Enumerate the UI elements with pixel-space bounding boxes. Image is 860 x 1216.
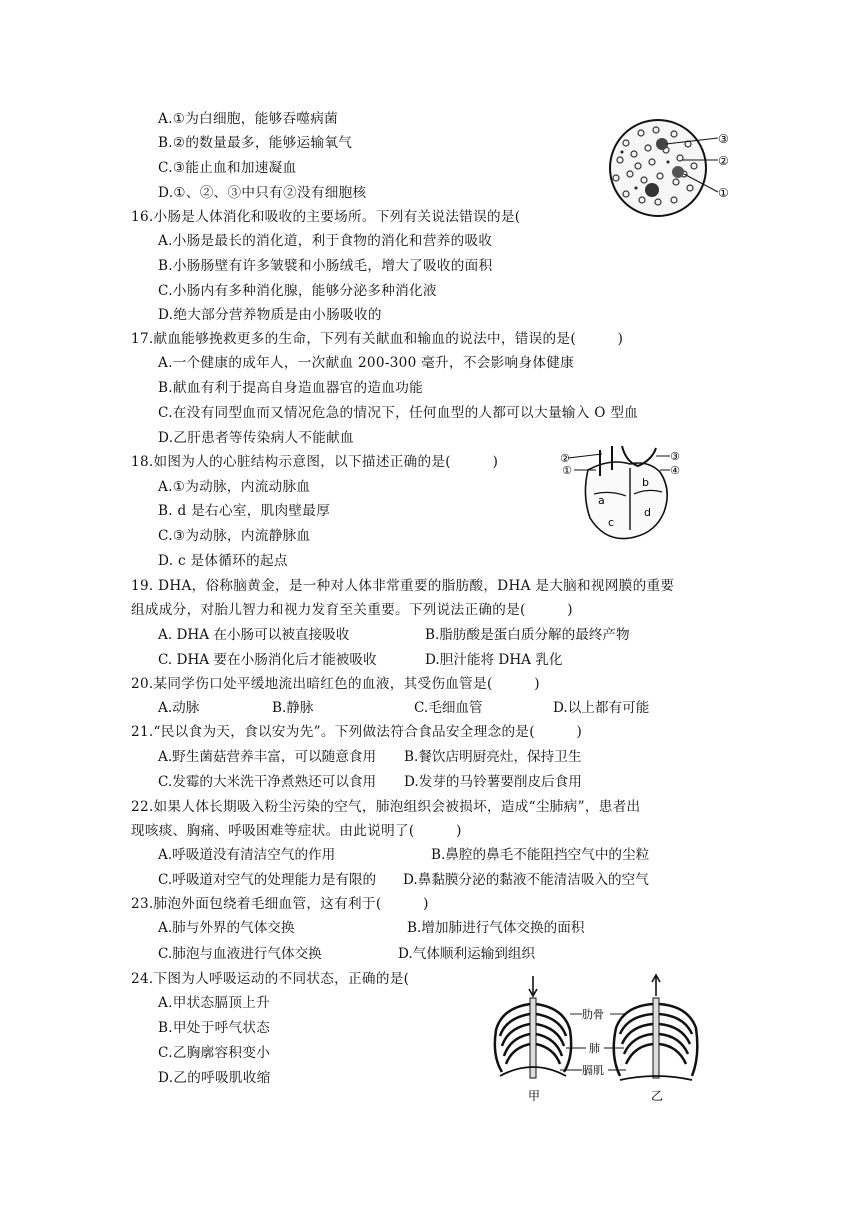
q22-option-c: C.呼吸道对空气的处理能力是有限的 bbox=[158, 872, 377, 888]
q17-option-b: B.献血有利于提高自身造血器官的造血功能 bbox=[158, 380, 423, 396]
fig18-label-a: a bbox=[598, 494, 605, 507]
q18-option-a: A.①为动脉，内流动脉血 bbox=[158, 479, 311, 495]
breathing-ribcage-figure bbox=[486, 972, 706, 1104]
q22-stem-line2: 现咳痰、胸痛、呼吸困难等症状。由此说明了( ) bbox=[131, 823, 462, 839]
q15-option-a: A.①为白细胞，能够吞噬病菌 bbox=[158, 111, 339, 127]
q17-option-d: D.乙肝患者等传染病人不能献血 bbox=[158, 430, 354, 446]
q19-option-b: B.脂肪酸是蛋白质分解的最终产物 bbox=[425, 627, 630, 643]
heart-diagram-figure bbox=[560, 440, 695, 545]
fig15-label-1: ① bbox=[718, 186, 729, 200]
q15-option-b: B.②的数量最多，能够运输氧气 bbox=[158, 135, 353, 151]
fig24-label-lung: 肺 bbox=[589, 1042, 600, 1055]
q23-option-b: B.增加肺进行气体交换的面积 bbox=[407, 920, 585, 936]
q17-option-a: A.一个健康的成年人，一次献血 200-300 毫升，不会影响身体健康 bbox=[158, 355, 575, 371]
q20-option-b: B.静脉 bbox=[272, 700, 314, 716]
q22-option-a: A.呼吸道没有清洁空气的作用 bbox=[158, 847, 336, 863]
q23-option-c: C.肺泡与血液进行气体交换 bbox=[158, 946, 322, 962]
fig18-label-c: c bbox=[608, 516, 615, 529]
fig18-label-d: d bbox=[644, 506, 651, 519]
q20-option-d: D.以上都有可能 bbox=[553, 700, 650, 716]
q16-option-a: A.小肠是最长的消化道，利于食物的消化和营养的吸收 bbox=[158, 233, 493, 249]
fig18-label-1: ① bbox=[562, 464, 572, 477]
q23-option-a: A.肺与外界的气体交换 bbox=[158, 920, 295, 936]
q19-option-a: A. DHA 在小肠可以被直接吸收 bbox=[158, 627, 350, 643]
fig15-label-3: ③ bbox=[718, 132, 729, 146]
fig24-label-jia: 甲 bbox=[528, 1089, 541, 1103]
q23-stem: 23.肺泡外面包绕着毛细血管，这有利于( ) bbox=[131, 896, 429, 912]
fig18-label-2: ② bbox=[560, 452, 570, 465]
q15-option-c: C.③能止血和加速凝血 bbox=[158, 160, 297, 176]
q18-option-d: D. c 是体循环的起点 bbox=[158, 553, 288, 569]
q16-option-c: C.小肠内有多种消化腺，能够分泌多种消化液 bbox=[158, 283, 437, 299]
q23-option-d: D.气体顺利运输到组织 bbox=[398, 946, 536, 962]
fig24-label-diaphragm: 膈肌 bbox=[582, 1064, 604, 1077]
q17-option-c: C.在没有同型血而又情况危急的情况下，任何血型的人都可以大量输入 O 型血 bbox=[158, 405, 639, 421]
q19-stem-line2: 组成成分，对胎儿智力和视力发育至关重要。下列说法正确的是( ) bbox=[131, 602, 573, 618]
fig24-label-yi: 乙 bbox=[651, 1089, 664, 1103]
q16-option-d: D.绝大部分营养物质是由小肠吸收的 bbox=[158, 307, 382, 323]
fig18-label-3: ③ bbox=[670, 450, 680, 463]
q19-stem-line1: 19. DHA，俗称脑黄金，是一种对人体非常重要的脂肪酸，DHA 是大脑和视网膜的重要 bbox=[131, 578, 675, 594]
q22-stem-line1: 22.如果人体长期吸入粉尘污染的空气，肺泡组织会被损坏，造成“尘肺病”，患者出 bbox=[131, 799, 641, 815]
q15-option-d: D.①、②、③中只有②没有细胞核 bbox=[158, 185, 367, 201]
q24-option-d: D.乙的呼吸肌收缩 bbox=[158, 1070, 271, 1086]
q20-option-a: A.动脉 bbox=[158, 700, 200, 716]
q22-option-d: D.鼻黏膜分泌的黏液不能清洁吸入的空气 bbox=[403, 872, 649, 888]
q24-stem: 24.下图为人呼吸运动的不同状态，正确的是( bbox=[131, 971, 410, 987]
blood-smear-figure bbox=[596, 118, 746, 218]
q16-stem: 16.小肠是人体消化和吸收的主要场所。下列有关说法错误的是( bbox=[131, 209, 521, 225]
q24-option-a: A.甲状态膈顶上升 bbox=[158, 995, 270, 1011]
fig18-label-4: ④ bbox=[670, 464, 680, 477]
q24-option-b: B.甲处于呼气状态 bbox=[158, 1020, 271, 1036]
q20-stem: 20.某同学伤口处平缓地流出暗红色的血液，其受伤血管是( ) bbox=[131, 676, 540, 692]
q24-option-c: C.乙胸廓容积变小 bbox=[158, 1045, 271, 1061]
q18-option-b: B. d 是右心室，肌肉壁最厚 bbox=[158, 503, 331, 519]
fig18-label-b: b bbox=[642, 476, 649, 489]
q18-stem: 18.如图为人的心脏结构示意图，以下描述正确的是( ) bbox=[131, 454, 499, 470]
q21-option-c: C.发霉的大米洗干净煮熟还可以食用 bbox=[158, 774, 377, 790]
q19-option-d: D.胆汁能将 DHA 乳化 bbox=[425, 652, 563, 668]
q21-option-b: B.餐饮店明厨亮灶，保持卫生 bbox=[404, 749, 582, 765]
q16-option-b: B.小肠肠壁有许多皱襞和小肠绒毛，增大了吸收的面积 bbox=[158, 258, 493, 274]
q17-stem: 17.献血能够挽救更多的生命，下列有关献血和输血的说法中，错误的是( ) bbox=[131, 331, 624, 347]
q20-option-c: C.毛细血管 bbox=[414, 700, 483, 716]
q18-option-c: C.③为动脉，内流静脉血 bbox=[158, 528, 311, 544]
q19-option-c: C. DHA 要在小肠消化后才能被吸收 bbox=[158, 652, 377, 668]
q21-option-a: A.野生菌菇营养丰富，可以随意食用 bbox=[158, 749, 377, 765]
q21-stem: 21.“民以食为天，食以安为先”。下列做法符合食品安全理念的是( ) bbox=[131, 724, 583, 740]
fig15-label-2: ② bbox=[718, 154, 729, 168]
q21-option-d: D.发芽的马铃薯要削皮后食用 bbox=[404, 774, 582, 790]
fig24-label-rib: 肋骨 bbox=[582, 1008, 604, 1021]
q22-option-b: B.鼻腔的鼻毛不能阻挡空气中的尘粒 bbox=[431, 847, 650, 863]
